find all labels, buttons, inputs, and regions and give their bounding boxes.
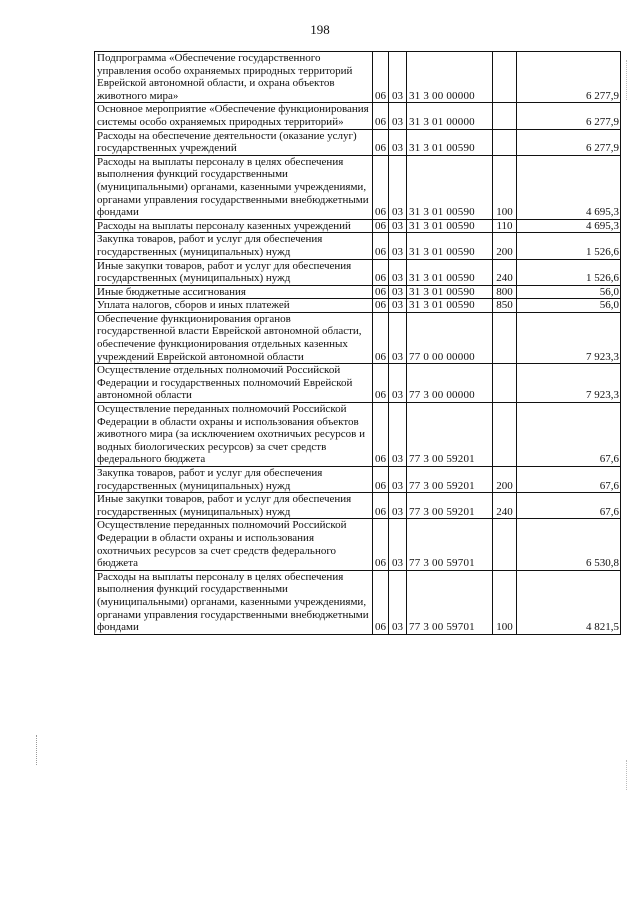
row-amount-cell: 6 530,8 [517, 519, 621, 570]
row-section-cell: 06 [373, 219, 389, 233]
row-subsection-cell: 03 [389, 155, 407, 219]
row-name-cell: Расходы на выплаты персоналу в целях обеспечения выполнения функций государственными (муниципальными) органами, казенными учреждениями, органами управления государственными внебюджетными фондами [95, 155, 373, 219]
row-subsection-cell: 03 [389, 233, 407, 259]
table-row [95, 493, 621, 519]
row-expense-type-cell [493, 364, 517, 403]
row-section-cell: 06 [373, 285, 389, 299]
row-subsection-cell: 03 [389, 285, 407, 299]
row-expense-type-cell: 850 [493, 299, 517, 313]
row-amount-cell: 56,0 [517, 299, 621, 313]
row-target-article-cell: 31 3 01 00590 [407, 219, 493, 233]
row-name-cell: Расходы на выплаты персоналу в целях обеспечения выполнения функций государственными (муниципальными) органами, казенными учреждениями, органами управления государственными внебюджетными фондами [95, 570, 373, 634]
row-subsection-cell: 03 [389, 219, 407, 233]
row-subsection-cell: 03 [389, 570, 407, 634]
row-section-cell: 06 [373, 129, 389, 155]
row-expense-type-cell: 100 [493, 155, 517, 219]
row-section-cell: 06 [373, 299, 389, 313]
row-amount-cell: 4 821,5 [517, 570, 621, 634]
row-subsection-cell: 03 [389, 259, 407, 285]
row-subsection-cell: 03 [389, 52, 407, 103]
row-section-cell: 06 [373, 493, 389, 519]
row-section-cell: 06 [373, 403, 389, 467]
row-amount-cell: 67,6 [517, 467, 621, 493]
row-subsection-cell: 03 [389, 519, 407, 570]
table-row [95, 285, 621, 299]
scan-margin-mark [626, 60, 628, 100]
row-target-article-cell: 31 3 01 00590 [407, 155, 493, 219]
row-subsection-cell: 03 [389, 364, 407, 403]
scan-margin-mark [626, 760, 628, 790]
row-subsection-cell: 03 [389, 299, 407, 313]
row-subsection-cell: 03 [389, 129, 407, 155]
table-row [95, 467, 621, 493]
row-expense-type-cell: 200 [493, 467, 517, 493]
row-expense-type-cell [493, 519, 517, 570]
table-row [95, 403, 621, 467]
row-name-cell: Иные закупки товаров, работ и услуг для обеспечения государственных (муниципальных) нужд [95, 493, 373, 519]
table-row [95, 299, 621, 313]
table-row [95, 312, 621, 363]
row-target-article-cell: 31 3 01 00590 [407, 285, 493, 299]
table-row [95, 364, 621, 403]
row-expense-type-cell [493, 129, 517, 155]
row-section-cell: 06 [373, 519, 389, 570]
table-row [95, 103, 621, 129]
row-section-cell: 06 [373, 155, 389, 219]
row-expense-type-cell [493, 403, 517, 467]
row-name-cell: Основное мероприятие «Обеспечение функционирования системы особо охраняемых природных территорий» [95, 103, 373, 129]
row-section-cell: 06 [373, 259, 389, 285]
row-section-cell: 06 [373, 570, 389, 634]
row-name-cell: Подпрограмма «Обеспечение государственного управления особо охраняемых природных территорий Еврейской автономной области, и охрана объектов животного мира» [95, 52, 373, 103]
row-target-article-cell: 77 0 00 00000 [407, 312, 493, 363]
row-amount-cell: 4 695,3 [517, 155, 621, 219]
row-section-cell: 06 [373, 52, 389, 103]
row-amount-cell: 1 526,6 [517, 259, 621, 285]
table-body [95, 52, 621, 635]
row-amount-cell: 56,0 [517, 285, 621, 299]
row-section-cell: 06 [373, 233, 389, 259]
row-name-cell: Закупка товаров, работ и услуг для обеспечения государственных (муниципальных) нужд [95, 233, 373, 259]
table-row [95, 219, 621, 233]
row-amount-cell: 6 277,9 [517, 103, 621, 129]
row-section-cell: 06 [373, 312, 389, 363]
row-target-article-cell: 31 3 01 00590 [407, 233, 493, 259]
row-expense-type-cell: 240 [493, 493, 517, 519]
table-row [95, 570, 621, 634]
row-target-article-cell: 77 3 00 59701 [407, 519, 493, 570]
row-expense-type-cell [493, 312, 517, 363]
table-row [95, 155, 621, 219]
row-expense-type-cell: 240 [493, 259, 517, 285]
table-row [95, 519, 621, 570]
budget-allocation-table [94, 51, 621, 635]
table-row [95, 129, 621, 155]
row-target-article-cell: 31 3 01 00590 [407, 129, 493, 155]
row-amount-cell: 4 695,3 [517, 219, 621, 233]
row-expense-type-cell: 800 [493, 285, 517, 299]
row-expense-type-cell: 110 [493, 219, 517, 233]
row-target-article-cell: 77 3 00 00000 [407, 364, 493, 403]
row-target-article-cell: 77 3 00 59701 [407, 570, 493, 634]
table-row [95, 52, 621, 103]
row-expense-type-cell [493, 52, 517, 103]
page-number: 198 [310, 22, 330, 37]
row-expense-type-cell [493, 103, 517, 129]
table-row [95, 233, 621, 259]
row-subsection-cell: 03 [389, 493, 407, 519]
row-name-cell: Обеспечение функционирования органов государственной власти Еврейской автономной области, обеспечение функционирования отдельных казенных учреждений Еврейской автономной области [95, 312, 373, 363]
row-expense-type-cell: 200 [493, 233, 517, 259]
row-amount-cell: 67,6 [517, 493, 621, 519]
row-name-cell: Расходы на обеспечение деятельности (оказание услуг) государственных учреждений [95, 129, 373, 155]
scan-margin-mark [36, 735, 38, 765]
row-target-article-cell: 77 3 00 59201 [407, 467, 493, 493]
row-subsection-cell: 03 [389, 403, 407, 467]
row-name-cell: Иные бюджетные ассигнования [95, 285, 373, 299]
row-target-article-cell: 31 3 00 00000 [407, 52, 493, 103]
row-amount-cell: 6 277,9 [517, 52, 621, 103]
row-name-cell: Закупка товаров, работ и услуг для обеспечения государственных (муниципальных) нужд [95, 467, 373, 493]
row-amount-cell: 7 923,3 [517, 364, 621, 403]
row-section-cell: 06 [373, 103, 389, 129]
table-row [95, 259, 621, 285]
row-subsection-cell: 03 [389, 467, 407, 493]
row-target-article-cell: 77 3 00 59201 [407, 403, 493, 467]
row-amount-cell: 1 526,6 [517, 233, 621, 259]
row-target-article-cell: 31 3 01 00000 [407, 103, 493, 129]
row-name-cell: Осуществление переданных полномочий Российской Федерации в области охраны и использования объектов животного мира (за исключением охотничьих ресурсов и водных биологических ресурсов) за счет средств федерального бюджета [95, 403, 373, 467]
row-target-article-cell: 77 3 00 59201 [407, 493, 493, 519]
row-name-cell: Осуществление переданных полномочий Российской Федерации в области охраны и использования охотничьих ресурсов за счет средств федерального бюджета [95, 519, 373, 570]
row-amount-cell: 67,6 [517, 403, 621, 467]
row-target-article-cell: 31 3 01 00590 [407, 259, 493, 285]
row-name-cell: Уплата налогов, сборов и иных платежей [95, 299, 373, 313]
row-amount-cell: 6 277,9 [517, 129, 621, 155]
row-target-article-cell: 31 3 01 00590 [407, 299, 493, 313]
row-section-cell: 06 [373, 467, 389, 493]
row-expense-type-cell: 100 [493, 570, 517, 634]
row-name-cell: Осуществление отдельных полномочий Российской Федерации и государственных полномочий Еврейской автономной области [95, 364, 373, 403]
row-name-cell: Расходы на выплаты персоналу казенных учреждений [95, 219, 373, 233]
row-subsection-cell: 03 [389, 103, 407, 129]
row-amount-cell: 7 923,3 [517, 312, 621, 363]
row-subsection-cell: 03 [389, 312, 407, 363]
row-section-cell: 06 [373, 364, 389, 403]
row-name-cell: Иные закупки товаров, работ и услуг для обеспечения государственных (муниципальных) нужд [95, 259, 373, 285]
